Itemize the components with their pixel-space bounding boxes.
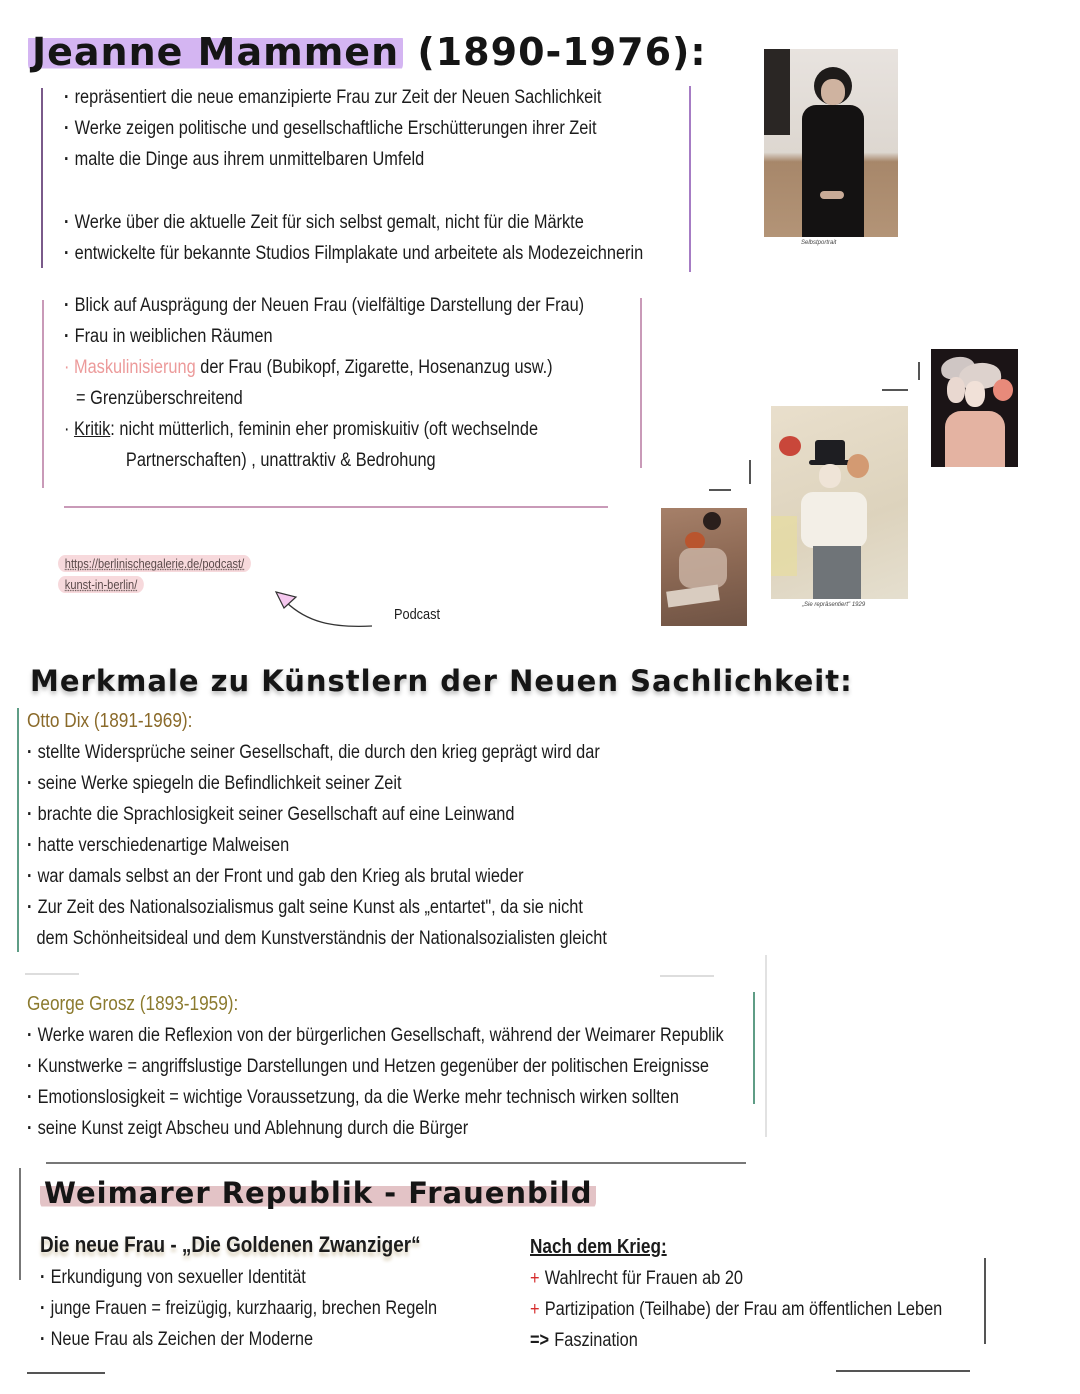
list-item: · seine Kunst zeigt Abscheu und Ablehnung durch die Bürger [27, 1113, 724, 1144]
list-item: + Wahlrecht für Frauen ab 20 [530, 1268, 744, 1289]
artist-heading-grosz: George Grosz (1893-1959): [27, 993, 239, 1015]
conclusion: => Faszination [530, 1330, 638, 1351]
otto-dix-block [27, 706, 701, 954]
list-item: · Neue Frau als Zeichen der Moderne [40, 1324, 437, 1355]
nach-dem-krieg-block [530, 1232, 1009, 1356]
section-title-merkmale: Merkmale zu Künstlern der Neuen Sachlichkeit: [30, 664, 853, 698]
plus-icon: + [530, 1268, 540, 1289]
list-item-cont: Partnerschaften) , unattraktiv & Bedrohung [125, 450, 436, 471]
kritik-label: Kritik [73, 419, 111, 440]
neue-frau-block [40, 1228, 502, 1355]
podcast-link[interactable] [58, 555, 285, 594]
list-item: · Kritik: nicht mütterlich, feminin eher promiskuitiv (oft wechselnde [64, 419, 539, 440]
box2-left-border [42, 300, 44, 488]
list-item: · Werke zeigen politische und gesellschaftliche Erschütterungen ihrer Zeit [64, 113, 643, 144]
highlight-term: Maskulinisierung [73, 357, 196, 378]
list-item: · brachte die Sprachlosigkeit seiner Gesellschaft auf eine Leinwand [27, 799, 607, 830]
list-item: · Erkundigung von sexueller Identität [40, 1262, 437, 1293]
decor-mark [749, 460, 751, 484]
section3-left-border [19, 1168, 21, 1280]
list-item: · Frau in weiblichen Räumen [64, 321, 584, 352]
artist-heading-dix: Otto Dix (1891-1969): [27, 710, 193, 732]
top-hat-caption: „Sie repräsentiert" 1929 [802, 602, 866, 608]
list-item: · Werke waren die Reflexion von der bürgerlichen Gesellschaft, während der Weimarer Republik [27, 1020, 724, 1051]
list-item: · seine Werke spiegeln die Befindlichkeit seiner Zeit [27, 768, 607, 799]
artwork-two-women-image [931, 349, 1018, 467]
list-item: · hatte verschiedenartige Malweisen [27, 830, 607, 861]
list-item: · repräsentiert die neue emanzipierte Frau zur Zeit der Neuen Sachlichkeit [64, 82, 643, 113]
list-item: · Emotionslosigkeit = wichtige Voraussetzung, da die Werke mehr technisch wirken sollten [27, 1082, 724, 1113]
podcast-label: Podcast [394, 606, 441, 623]
self-portrait-caption: Selbstportrait [801, 240, 837, 246]
decor-mark [918, 362, 920, 380]
section-divider [46, 1162, 746, 1164]
section-title-weimar: Weimarer Republik - Frauenbild [40, 1176, 596, 1210]
double-arrow-icon: => [530, 1330, 550, 1351]
divider [25, 973, 79, 975]
list-item: · Zur Zeit des Nationalsozialismus galt seine Kunst als „entartet", da sie nicht [27, 892, 607, 923]
subheading-nach-dem-krieg: Nach dem Krieg: [530, 1236, 667, 1258]
mammen-facts-list-2 [64, 290, 669, 476]
link-text-line2[interactable]: kunst-in-berlin/ [58, 576, 144, 593]
list-item: · Kunstwerke = angriffslustige Darstellungen und Hetzen gegenüber der politischen Ereignisse [27, 1051, 724, 1082]
list-item: · Werke über die aktuelle Zeit für sich selbst gemalt, nicht für die Märkte [64, 207, 643, 238]
plus-icon: + [530, 1299, 540, 1320]
decor-line [836, 1370, 970, 1372]
list-item: · Maskulinisierung der Frau (Bubikopf, Zigarette, Hosenanzug usw.) [64, 357, 553, 378]
decor-mark [709, 489, 731, 491]
list-item: + Partizipation (Teilhabe) der Frau am öffentlichen Leben [530, 1299, 943, 1320]
decor-line [27, 1372, 105, 1374]
page-title-mammen [28, 30, 707, 74]
george-grosz-block [27, 989, 837, 1144]
title-years: (1890-1976): [417, 30, 707, 74]
decor-line [984, 1258, 986, 1344]
arrow-icon [272, 588, 382, 630]
list-item: · malte die Dinge aus ihrem unmittelbaren Umfeld [64, 144, 643, 175]
list-item-sub: = Grenzüberschreitend [76, 388, 243, 409]
box2-bottom-border [64, 506, 608, 508]
artwork-top-hat-image [771, 406, 908, 599]
list-item: · war damals selbst an der Front und gab den Krieg als brutal wieder [27, 861, 607, 892]
decor-mark [882, 389, 908, 391]
self-portrait-image [764, 49, 898, 237]
list-item: · stellte Widersprüche seiner Gesellschaft, die durch den krieg geprägt wird dar [27, 737, 607, 768]
artwork-cafe-image [661, 508, 747, 626]
mammen-facts-list-1 [64, 82, 737, 269]
divider [660, 975, 714, 977]
list-item: · Blick auf Ausprägung der Neuen Frau (vielfältige Darstellung der Frau) [64, 290, 584, 321]
dix-left-border [17, 708, 19, 952]
box1-left-border [41, 88, 43, 268]
link-text-line1[interactable]: https://berlinischegalerie.de/podcast/ [58, 555, 251, 572]
list-item-cont: dem Schönheitsideal und dem Kunstverständnis der Nationalsozialisten gleicht [36, 928, 607, 949]
title-name: Jeanne Mammen [28, 30, 403, 74]
list-item: · junge Frauen = freizügig, kurzhaarig, brechen Regeln [40, 1293, 437, 1324]
list-item: · entwickelte für bekannte Studios Filmplakate und arbeitete als Modezeichnerin [64, 238, 643, 269]
subheading-neue-frau: Die neue Frau - „Die Goldenen Zwanziger“ [40, 1232, 421, 1257]
